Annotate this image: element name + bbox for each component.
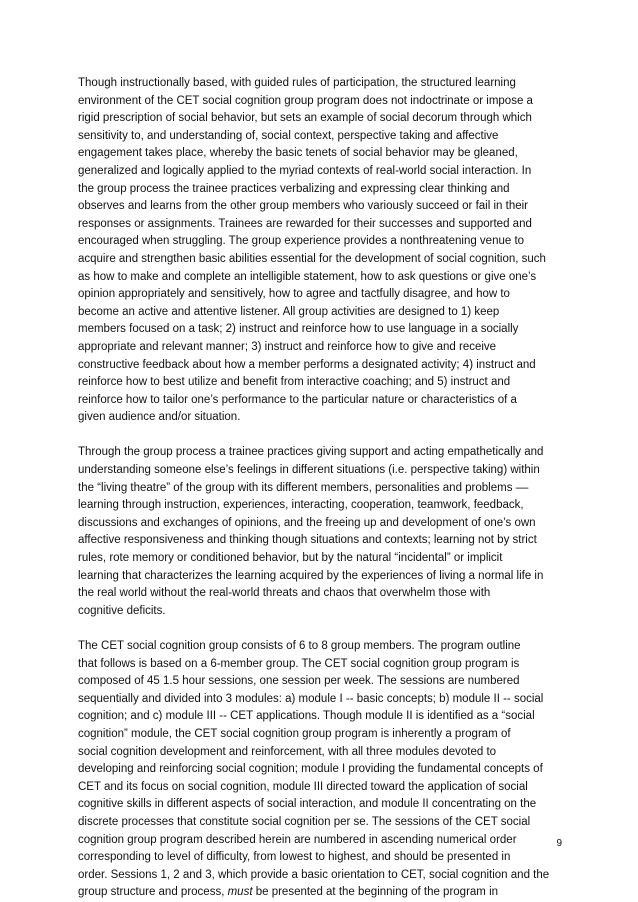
paragraph-3-line-6: cognition” module, the CET social cognition group program is inherently a program of [78,727,511,740]
paragraph-1-line-6: generalized and logically applied to the myriad contexts of real-world social interaction. In [78,164,532,177]
paragraph-3-line-1: The CET social cognition group consists of 6 to 8 group members. The program outline [78,640,521,652]
paragraph-1-line-4: sensitivity to, and understanding of, social context, perspective taking and affective [78,129,499,142]
emphasis-must: must [227,886,253,899]
paragraph-1-line-12: as how to make and complete an intelligible statement, how to ask questions or give one’s [78,270,537,283]
paragraph-1-line-11: acquire and strengthen basic abilities essential for the development of social cognition, such [78,252,546,265]
paragraph-2 [78,444,562,620]
paragraph-1-line-20: given audience and/or situation. [78,411,241,424]
paragraph-2-line-4: learning through instruction, experiences, interacting, cooperation, teamwork, feedback, [78,499,524,512]
last-line-after: be presented at the beginning of the program in [252,886,499,899]
paragraph-1-line-15: members focused on a task; 2) instruct and reinforce how to use language in a socially [78,323,519,336]
paragraph-1-line-10: encouraged when struggling. The group experience provides a nonthreatening venue to [78,235,525,248]
paragraph-1-line-3: rigid prescription of social behavior, but sets an example of social decorum through which [78,112,532,125]
paragraph-1-line-9: responses or assignments. Trainees are rewarded for their successes and supported and [78,217,532,230]
paragraph-2-line-2: understanding someone else’s feelings in different situations (i.e. perspective taking) within [78,464,540,477]
paragraph-1-line-18: reinforce how to best utilize and benefit from interactive coaching; and 5) instruct and [78,376,511,389]
paragraph-3-line-13: corresponding to level of difficulty, from lowest to highest, and should be presented in [78,851,511,864]
paragraph-1-line-14: become an active and attentive listener. All group activities are designed to 1) keep [78,305,500,318]
paragraph-1-line-5: engagement takes place, whereby the basic tenets of social behavior may be gleaned, [78,147,518,160]
paragraph-2-line-9: the real world without the real-world threats and chaos that overwhelm those with [78,587,491,600]
paragraph-3-line-11: discrete processes that constitute social cognition per se. The sessions of the CET social [78,815,531,828]
paragraph-3-line-8: developing and reinforcing social cognition; module I providing the fundamental concepts of [78,763,543,776]
paragraph-3-line-10: cognitive skills in different aspects of social interaction, and module II concentrating on the [78,798,537,811]
paragraph-3-last-line [78,884,562,902]
paragraph-3-line-3: composed of 45 1.5 hour sessions, one session per week. The sessions are numbered [78,675,520,688]
paragraph-2-line-6: affective responsiveness and thinking though situations and contexts; learning not by strict [78,534,537,547]
paragraph-3-line-5: cognition; and c) module III -- CET applications. Though module II is identified as a “social [78,710,535,723]
paragraph-2-line-8: learning that characterizes the learning acquired by the experiences of living a normal life in [78,569,544,582]
paragraph-1-line-1: Though instructionally based, with guided rules of participation, the structured learning [78,77,516,89]
paragraph-3-line-9: CET and its focus on social cognition, module III directed toward the application of social [78,780,528,793]
paragraph-3-line-2: that follows is based on a 6-member group. The CET social cognition group program is [78,657,520,670]
paragraph-3-line-12: cognition group program described herein are numbered in ascending numerical order [78,833,517,846]
paragraph-3-line-4: sequentially and divided into 3 modules: a) module I -- basic concepts; b) module II -- social [78,692,544,705]
paragraph-1-line-17: constructive feedback about how a member performs a designated activity; 4) instruct and [78,358,536,371]
paragraph-2-line-7: rules, rote memory or conditioned behavior, but by the natural “incidental” or implicit [78,552,503,565]
paragraph-1-line-7: the group process the trainee practices verbalizing and expressing clear thinking and [78,182,510,195]
paragraph-2-line-5: discussions and exchanges of opinions, and the freeing up and development of one’s own [78,516,536,529]
paragraph-1-line-13: opinion appropriately and sensitively, how to agree and tactfully disagree, and how to [78,288,510,301]
paragraph-3 [78,638,562,902]
paragraph-3-line-7: social cognition development and reinforcement, with all three modules devoted to [78,745,497,758]
body-text [78,75,562,902]
paragraph-3-line-14: order. Sessions 1, 2 and 3, which provide a basic orientation to CET, social cognition and the [78,868,550,881]
paragraph-1-line-19: reinforce how to tailor one’s performance to the particular nature or characteristics of a [78,393,517,406]
paragraph-1-line-2: environment of the CET social cognition group program does not indoctrinate or impose a [78,94,533,107]
paragraph-2-line-1: Through the group process a trainee practices giving support and acting empathetically and [78,446,544,459]
paragraph-1 [78,75,562,427]
paragraph-1-line-16: appropriate and relevant manner; 3) instruct and reinforce how to give and receive [78,340,497,353]
page-number: 9 [556,838,562,849]
paragraph-2-line-10: cognitive deficits. [78,604,166,617]
paragraph-2-line-3: the “living theatre” of the group with its different members, personalities and problems –– [78,481,529,494]
last-line-before: group structure and process, [78,886,228,899]
paragraph-1-line-8: observes and learns from the other group members who variously succeed or fail in their [78,200,528,213]
